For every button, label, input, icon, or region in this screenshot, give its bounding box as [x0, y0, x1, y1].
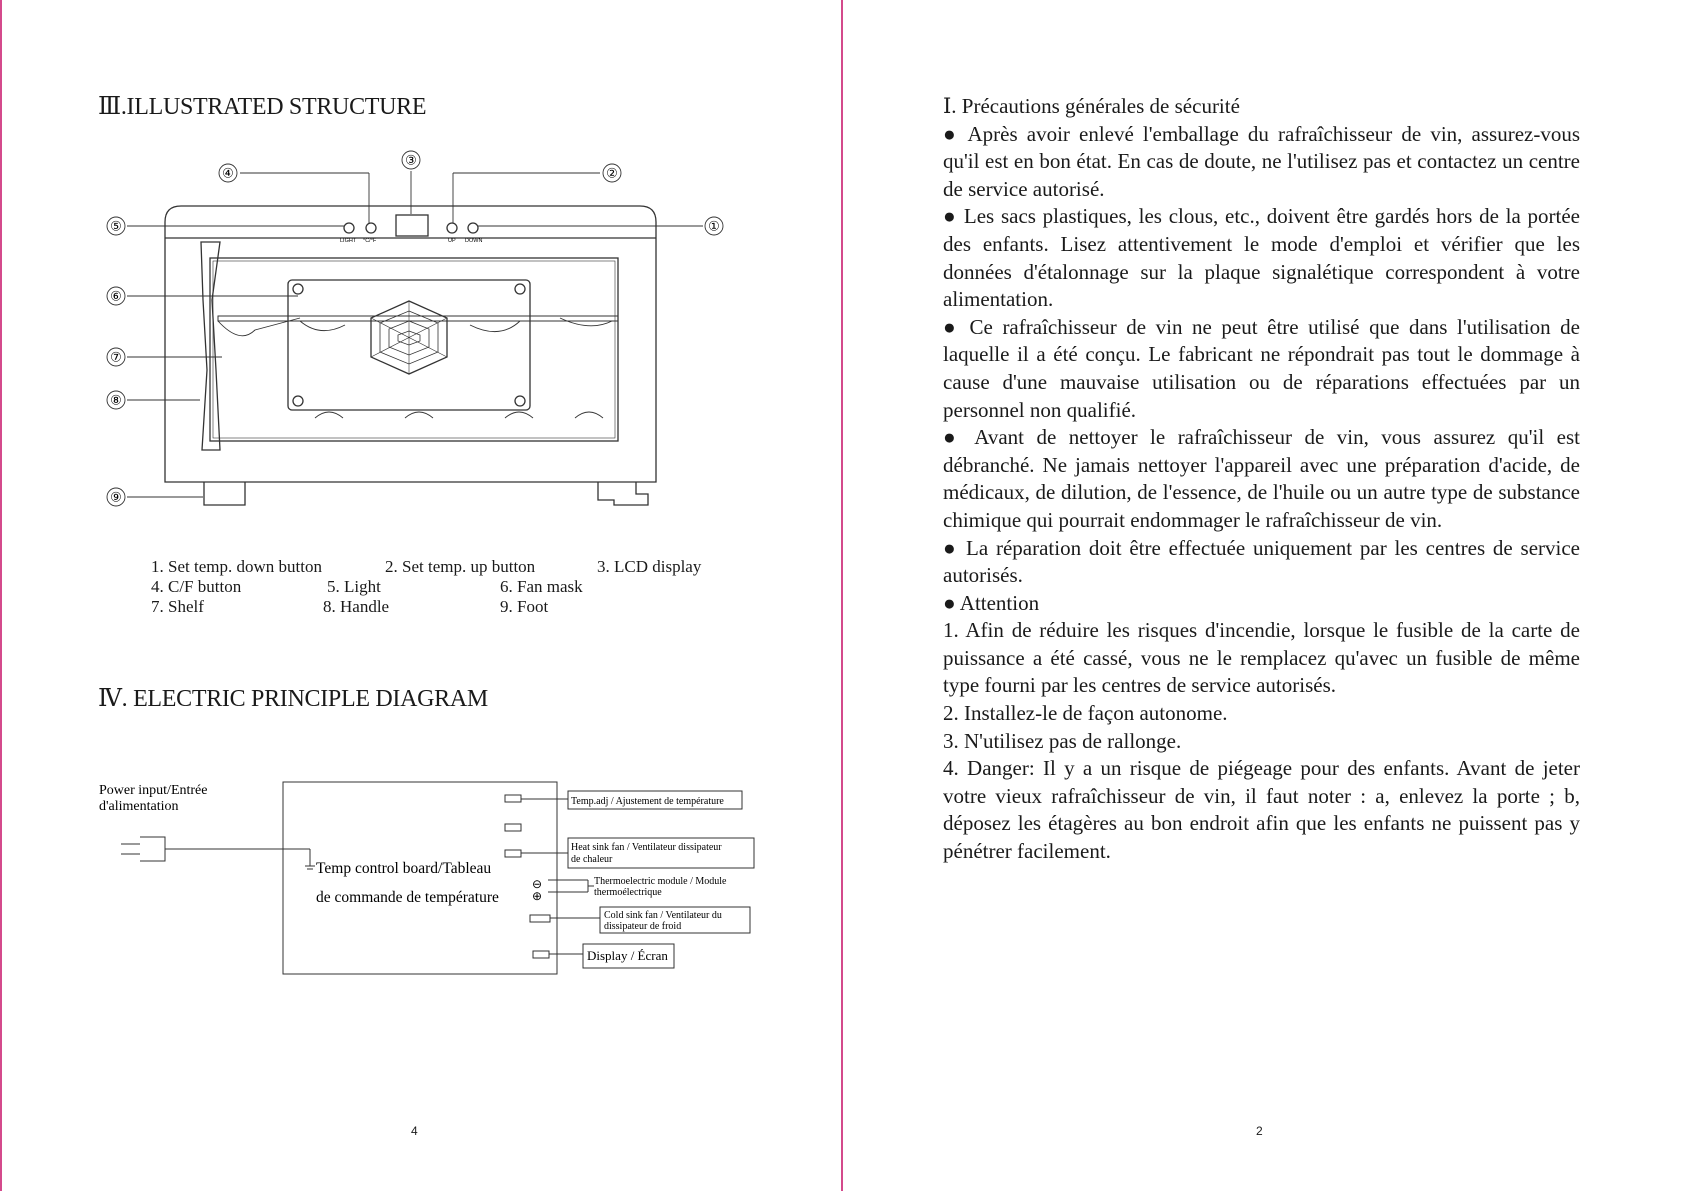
safety-precautions-text [943, 93, 1580, 866]
callout-2: ② [606, 165, 618, 181]
paragraph: 3. N'utilisez pas de rallonge. [943, 728, 1182, 753]
cold-sink-fan-label-2: dissipateur de froid [604, 921, 682, 932]
paragraph: ● Les sacs plastiques, les clous, etc., doivent être gardés hors de la portée des enfants. Lisez attentivement le mode d'emploi et vérifier que les données d'étalonnage sur la plaque signalétique correspondent à votre alimentation. [943, 204, 1580, 312]
control-board-label-2: de commande de température [316, 889, 499, 906]
callout-5: ⑤ [110, 218, 122, 234]
panel-label-light: LIGHT [340, 238, 357, 244]
callout-9: ⑨ [110, 489, 122, 505]
section-3-title: Ⅲ.ILLUSTRATED STRUCTURE [98, 94, 427, 120]
legend-item: 6. Fan mask [500, 577, 583, 596]
display-label: Display / Écran [587, 948, 668, 963]
callout-1: ① [708, 218, 720, 234]
callout-6: ⑥ [110, 288, 122, 304]
legend-item: 2. Set temp. up button [385, 557, 536, 576]
callout-7: ⑦ [110, 349, 122, 365]
legend-item: 8. Handle [323, 597, 390, 616]
callout-8: ⑧ [110, 392, 122, 408]
plus-terminal: ⊕ [531, 889, 543, 903]
paragraph: 1. Afin de réduire les risques d'incendie, lorsque le fusible de la carte de puissance a été cassé, vous ne le remplacez qu'avec un fusible de même type fourni par les centres de service autorisés. [943, 618, 1580, 698]
panel-label-up: UP [448, 238, 456, 244]
legend-item: 5. Light [327, 577, 381, 596]
legend-item: 3. LCD display [597, 557, 702, 576]
electric-principle-diagram [0, 760, 842, 1000]
callout-3: ③ [405, 152, 417, 168]
cold-sink-fan-label: Cold sink fan / Ventilateur du [604, 910, 722, 921]
thermo-module-label: Thermoelectric module / Module [594, 876, 727, 887]
paragraph: ● Après avoir enlevé l'emballage du rafraîchisseur de vin, assurez-vous qu'il est en bon état. En cas de doute, ne l'utilisez pas et contactez un centre de service autorisé. [943, 121, 1580, 201]
paragraph: ● Avant de nettoyer le rafraîchisseur de vin, vous assurez qu'il est débranché. Ne jamais nettoyer l'appareil avec une préparation d'acide, de médicaux, de dilution, de l'essence, de l'huile ou un autre type de substance chimique qui pourrait endommager le rafraîchisseur de vin. [943, 425, 1580, 532]
minus-terminal: ⊖ [531, 877, 543, 891]
right-page-number: 2 [1256, 1124, 1263, 1138]
section-4-title: Ⅳ. ELECTRIC PRINCIPLE DIAGRAM [98, 686, 488, 712]
temp-adj-label: Temp.adj / Ajustement de température [571, 796, 724, 807]
paragraph: ● La réparation doit être effectuée uniquement par les centres de service autorisés. [943, 535, 1580, 588]
safety-section-title: Ⅰ. Précautions générales de sécurité [943, 94, 1240, 118]
paragraph: ● Attention [943, 590, 1040, 615]
left-page-number: 4 [411, 1124, 418, 1138]
paragraph: 4. Danger: Il y a un risque de piégeage pour des enfants. Avant de jeter votre vieux rafraîchisseur de vin, il faut noter : a, enlevez la porte ; b, déposez les étagères au bon endroit afin que les enfants ne puissent pas y pénétrer facilement. [943, 756, 1580, 864]
legend-item: 9. Foot [500, 597, 549, 616]
paragraph: 2. Installez-le de façon autonome. [943, 701, 1228, 726]
heat-sink-fan-label-2: de chaleur [571, 854, 613, 865]
control-board-label: Temp control board/Tableau [316, 860, 492, 877]
power-input-label-2: d'alimentation [99, 799, 179, 814]
legend-item: 4. C/F button [151, 577, 242, 596]
panel-label-cf: °C/°F [363, 238, 377, 244]
thermo-module-label-2: thermoélectrique [594, 887, 662, 898]
callout-4: ④ [222, 165, 234, 181]
wine-cooler-structure-diagram [0, 0, 842, 540]
legend-item: 7. Shelf [151, 597, 204, 616]
panel-label-down: DOWN [465, 238, 483, 244]
heat-sink-fan-label: Heat sink fan / Ventilateur dissipateur [571, 842, 722, 853]
power-input-label: Power input/Entrée [99, 783, 208, 798]
paragraph: ● Ce rafraîchisseur de vin ne peut être utilisé que dans l'utilisation de laquelle il a été conçu. Le fabricant ne répondrait pas tout le dommage à cause d'une mauvaise utilisation ou de réparations effectuées par un personnel non qualifié. [943, 314, 1580, 422]
legend-item: 1. Set temp. down button [151, 557, 322, 576]
